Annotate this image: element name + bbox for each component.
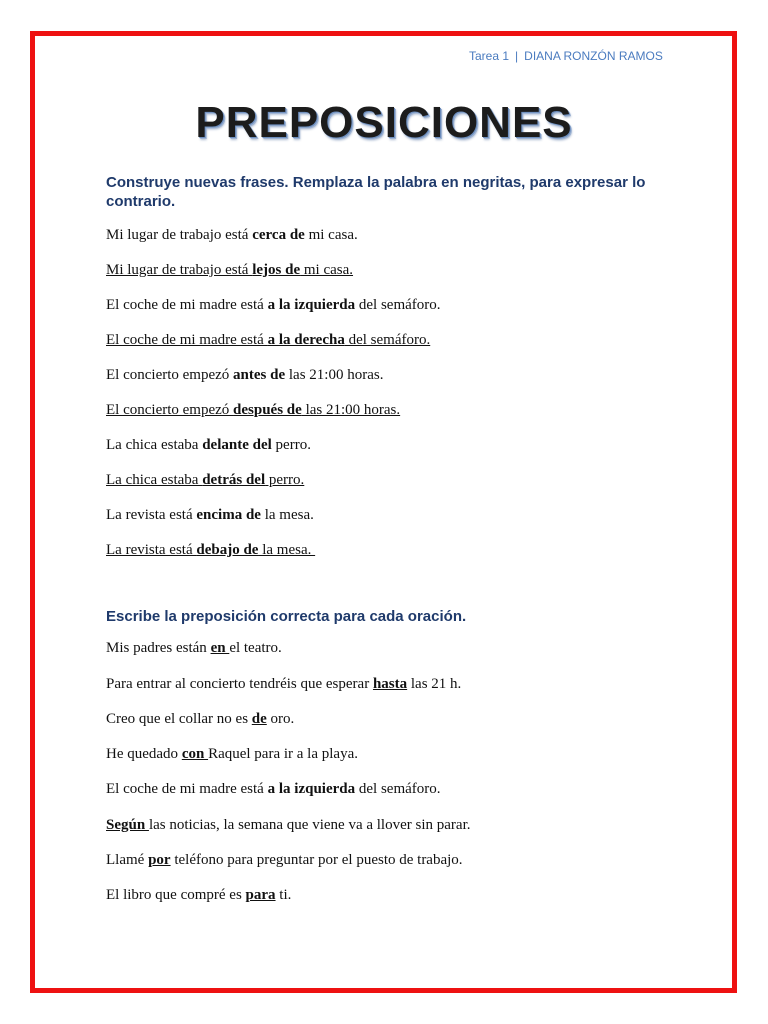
answer-line xyxy=(106,542,315,559)
exercise-line xyxy=(106,887,291,904)
sentence-text: teléfono para preguntar por el puesto de trabajo. xyxy=(170,852,463,868)
sentence-text: del semáforo. xyxy=(344,332,431,348)
preposition-answer: con xyxy=(181,746,209,762)
sentence-text: El coche de mi madre está xyxy=(106,781,268,797)
sentence-keyword: delante del xyxy=(202,437,272,453)
sentence-text: mi casa. xyxy=(304,227,358,243)
sentence-text: del semáforo. xyxy=(355,781,441,797)
header-task-label: Tarea 1 xyxy=(469,49,510,63)
sentence-text: Para entrar al concierto tendréis que esperar xyxy=(106,676,373,692)
sentence-text: oro. xyxy=(266,711,295,727)
page-header xyxy=(0,49,768,63)
sentence-line xyxy=(106,507,314,524)
preposition-answer: hasta xyxy=(372,676,408,692)
sentence-text: El coche de mi madre está xyxy=(106,297,268,313)
header-separator: | xyxy=(515,49,519,63)
preposition-answer: a la izquierda xyxy=(267,781,356,797)
sentence-text: El libro que compré es xyxy=(106,887,246,903)
answer-line xyxy=(106,402,400,419)
sentence-line xyxy=(106,367,383,384)
sentence-text: el teatro. xyxy=(229,640,282,656)
sentence-text: las 21:00 horas. xyxy=(301,402,401,418)
exercise-line xyxy=(106,746,358,763)
sentence-text: ti. xyxy=(275,887,292,903)
sentence-text: He quedado xyxy=(106,746,182,762)
sentence-keyword: debajo de xyxy=(196,542,259,558)
section2-instruction: Escribe la preposición correcta para cada oración. xyxy=(106,608,467,625)
sentence-text: mi casa. xyxy=(300,262,354,278)
sentence-line xyxy=(106,227,358,244)
exercise-line xyxy=(106,711,294,728)
sentence-line xyxy=(106,297,441,314)
sentence-text: la mesa. xyxy=(260,507,314,523)
sentence-text: El coche de mi madre está xyxy=(106,332,268,348)
sentence-text: perro. xyxy=(265,472,305,488)
sentence-text: las noticias, la semana que viene va a llover sin parar. xyxy=(148,817,471,833)
preposition-answer: en xyxy=(210,640,230,656)
sentence-text: la mesa. xyxy=(258,542,316,558)
sentence-keyword: antes de xyxy=(233,367,286,383)
sentence-text: La chica estaba xyxy=(106,437,203,453)
answer-line xyxy=(106,262,353,279)
exercise-line xyxy=(106,640,282,657)
sentence-text: perro. xyxy=(271,437,311,453)
sentence-text: Llamé xyxy=(106,852,149,868)
sentence-keyword: encima de xyxy=(196,507,261,523)
header-author-name: DIANA RONZÓN RAMOS xyxy=(524,49,663,63)
sentence-line xyxy=(106,437,311,454)
sentence-text: La revista está xyxy=(106,542,197,558)
preposition-answer: de xyxy=(251,711,267,727)
sentence-text: Mis padres están xyxy=(106,640,211,656)
answer-line xyxy=(106,332,430,349)
page-title: PREPOSICIONES xyxy=(195,98,573,147)
sentence-keyword: detrás del xyxy=(202,472,266,488)
sentence-text: las 21 h. xyxy=(407,676,462,692)
preposition-answer: para xyxy=(245,887,276,903)
sentence-text: Mi lugar de trabajo está xyxy=(106,227,253,243)
sentence-text: del semáforo. xyxy=(355,297,441,313)
sentence-text: Mi lugar de trabajo está xyxy=(106,262,253,278)
sentence-keyword: lejos de xyxy=(252,262,301,278)
sentence-text: El concierto empezó xyxy=(106,367,234,383)
sentence-text: La chica estaba xyxy=(106,472,203,488)
preposition-answer: Según xyxy=(106,817,149,833)
sentence-keyword: a la izquierda xyxy=(267,297,356,313)
sentence-keyword: cerca de xyxy=(252,227,305,243)
sentence-text: las 21:00 horas. xyxy=(285,367,384,383)
answer-line xyxy=(106,472,304,489)
sentence-text: Creo que el collar no es xyxy=(106,711,252,727)
sentence-text: La revista está xyxy=(106,507,197,523)
sentence-keyword: después de xyxy=(233,402,302,418)
preposition-answer: por xyxy=(148,852,171,868)
exercise-line xyxy=(106,781,441,798)
exercise-line xyxy=(106,676,461,693)
sentence-text: El concierto empezó xyxy=(106,402,234,418)
exercise-line xyxy=(106,817,471,834)
section1-instruction: Construye nuevas frases. Remplaza la palabra en negritas, para expresar lo contrario. xyxy=(106,174,646,210)
exercise-line xyxy=(106,852,463,869)
sentence-keyword: a la derecha xyxy=(267,332,345,348)
sentence-text: Raquel para ir a la playa. xyxy=(208,746,358,762)
